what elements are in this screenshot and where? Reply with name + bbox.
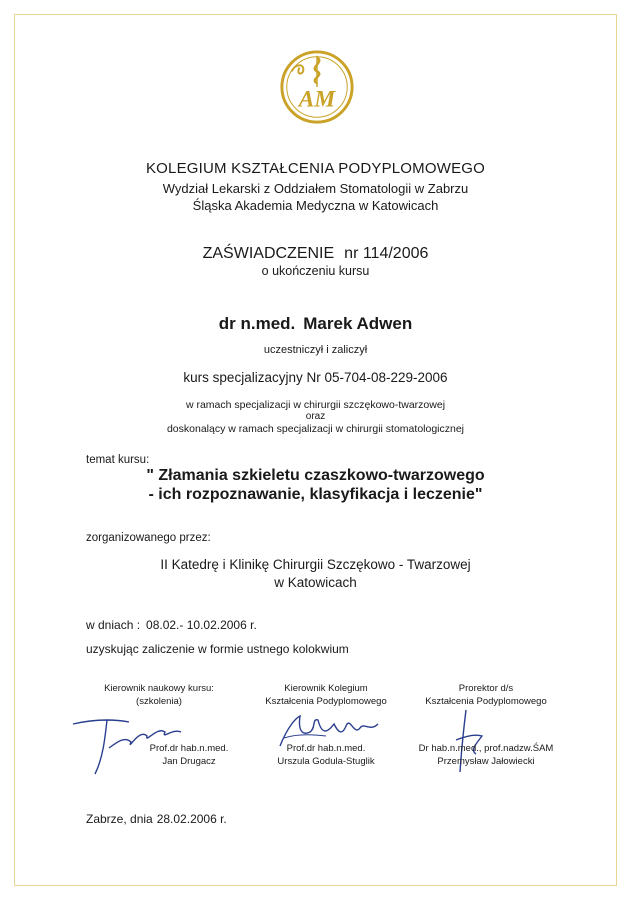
organizer-label: zorganizowanego przez: [86,532,211,544]
university-name: Śląska Akademia Medyczna w Katowicach [192,198,439,213]
recipient-name: Marek Adwen [303,314,413,333]
organizer-line-2: w Katowicach [274,575,357,590]
completion-text: uczestniczył i zaliczył [263,344,368,356]
signatory-3-title-1: Prorektor d/s [458,683,514,694]
dates-label: w dniach : [86,618,141,632]
context-line-2: oraz [305,411,326,422]
assessment-text: uzyskując zaliczenie w formie ustnego kolokwium [86,642,349,656]
course-dates [86,618,257,632]
place: Zabrze, dnia [86,812,153,826]
dates-value: 08.02.- 10.02.2006 r. [146,618,257,632]
topic-title-line-2: - ich rozpoznawanie, klasyfikacja i leczenie" [148,486,483,503]
academy-emblem-icon [278,48,356,126]
signatory-3-degree: Dr hab.n.med., prof.nadzw.ŚAM [418,743,554,754]
institution-name: KOLEGIUM KSZTAŁCENIA PODYPLOMOWEGO [145,160,486,177]
signatory-3-name: Przemysław Jałowiecki [437,756,535,767]
signatory-1-title-2: (szkolenia) [136,696,182,707]
organizer-line-1: II Katedrę i Klinikę Chirurgii Szczękowo - Twarzowej [160,557,471,572]
signatory-1-name: Jan Drugacz [162,756,216,767]
certificate-number: nr 114/2006 [344,245,429,262]
certificate-label: ZAŚWIADCZENIE [202,245,335,262]
signatory-1-title-1: Kierownik naukowy kursu: [104,683,214,694]
faculty-name: Wydział Lekarski z Oddziałem Stomatologii w Zabrzu [162,181,469,196]
recipient-title: dr n.med. [218,314,296,333]
signatory-2-title-1: Kierownik Kolegium [284,683,368,694]
topic-label: temat kursu: [86,454,150,466]
recipient [0,314,631,334]
course-number: kurs specjalizacyjny Nr 05-704-08-229-2006 [183,370,448,385]
signatory-3-title-2: Kształcenia Podyplomowego [425,696,547,707]
certificate-heading [0,245,631,263]
context-line-3: doskonalący w ramach specjalizacji w chirurgii stomatologicznej [166,423,465,435]
emblem-letters: AM [298,86,336,113]
signatory-2-degree: Prof.dr hab.n.med. [286,743,366,754]
place-and-date [86,812,227,826]
signatory-2-title-2: Kształcenia Podyplomowego [265,696,387,707]
certificate-subtitle: o ukończeniu kursu [261,264,370,278]
context-line-1: w ramach specjalizacji w chirurgii szczękowo-twarzowej [185,399,446,411]
issue-date: 28.02.2006 r. [156,812,227,826]
signatory-1-degree: Prof.dr hab.n.med. [149,743,229,754]
topic-title-line-1: " Złamania szkieletu czaszkowo-twarzowego [146,467,485,484]
signatory-2-name: Urszula Godula-Stuglik [277,756,375,767]
